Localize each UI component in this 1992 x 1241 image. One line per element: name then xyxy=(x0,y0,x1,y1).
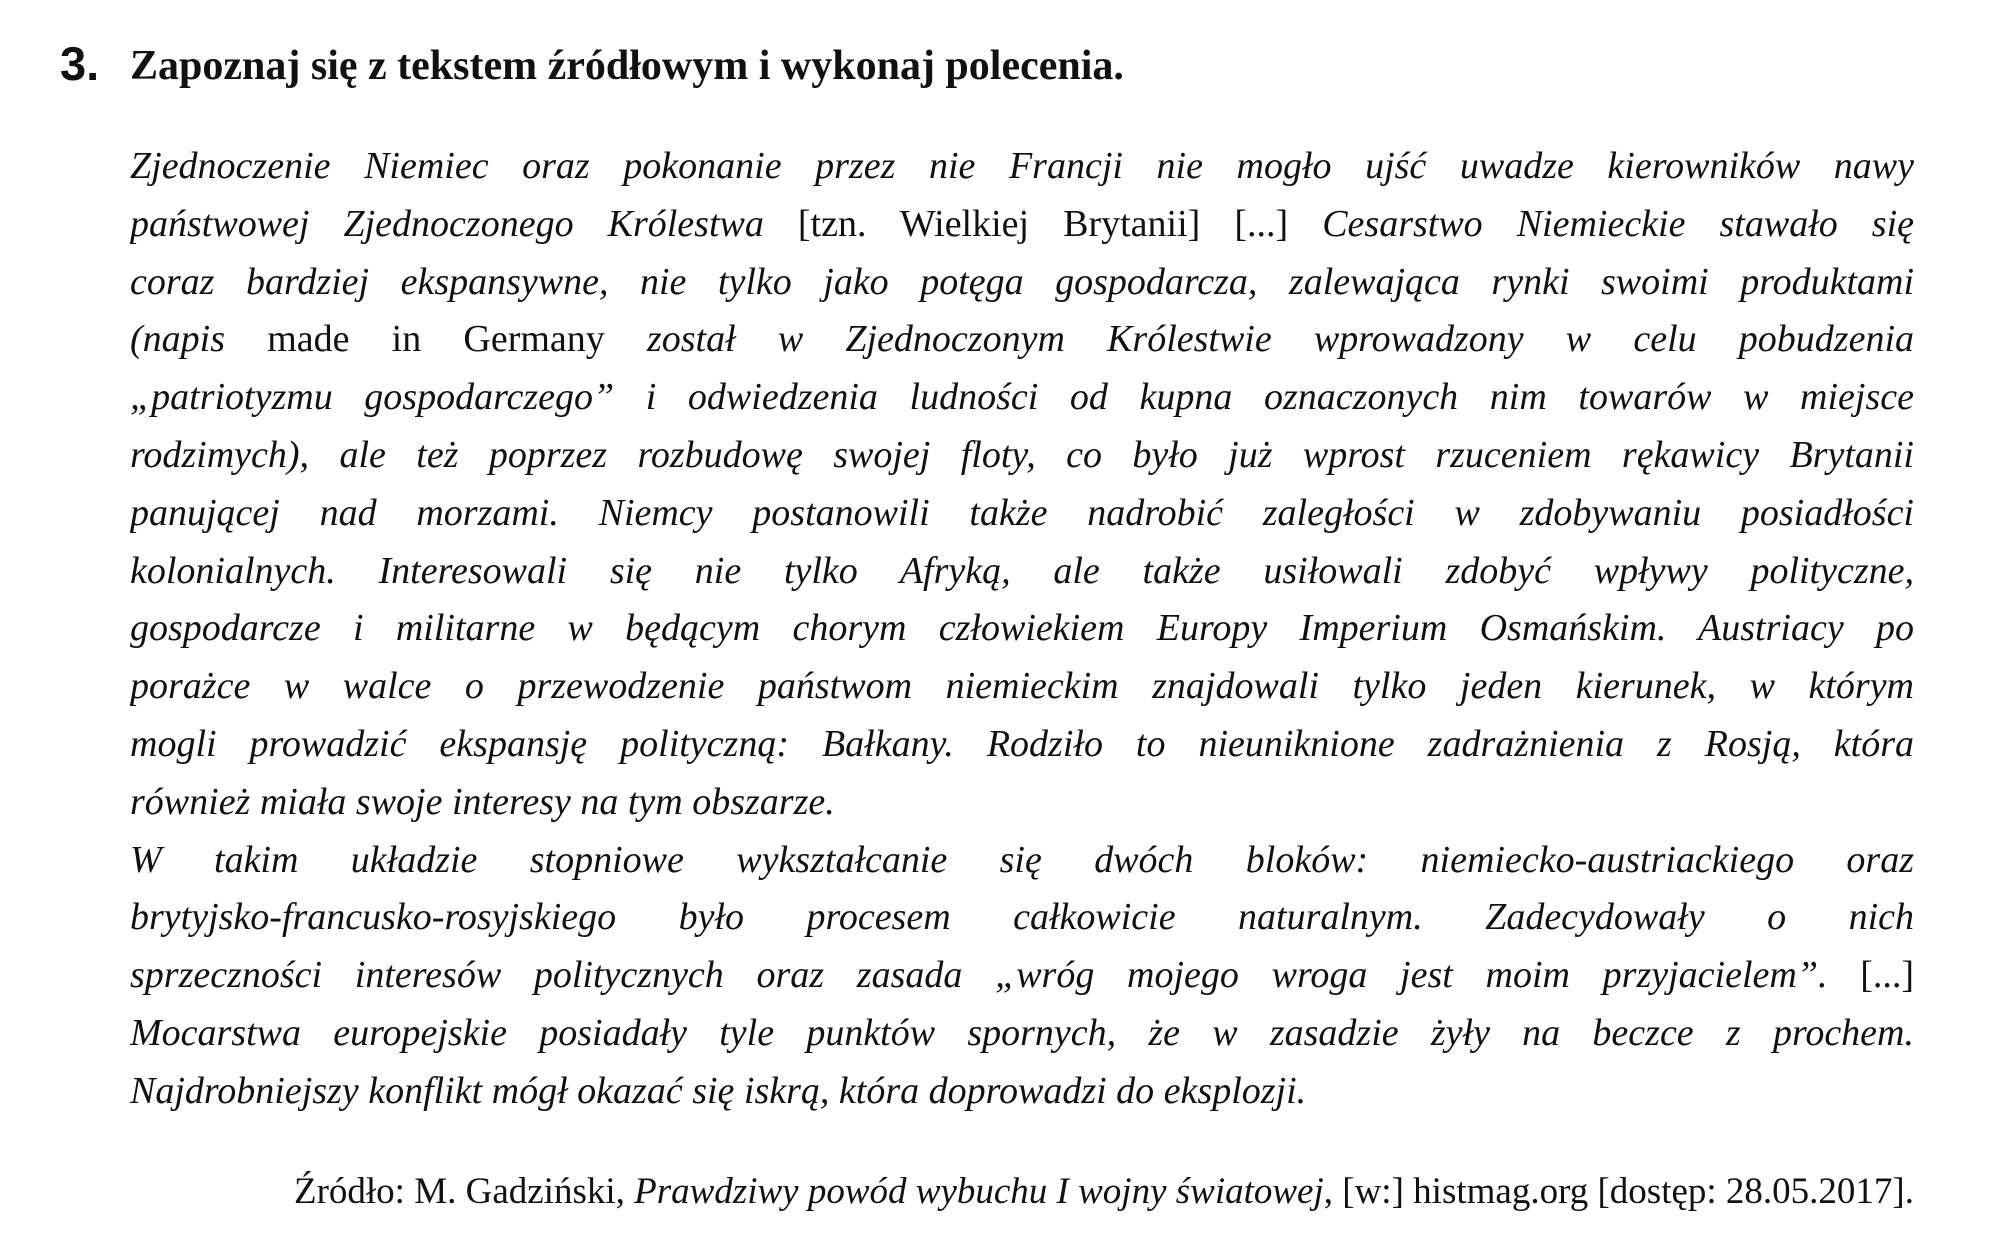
text-line xyxy=(130,658,1914,716)
text-line xyxy=(130,254,1914,312)
text-segment-italic: W takim układzie stopniowe wykształcanie się dwóch bloków: niemiecko-austriackiego oraz xyxy=(130,838,1914,881)
text-line xyxy=(130,543,1914,601)
citation-suffix: , [w:] histmag.org [dostęp: 28.05.2017]. xyxy=(1323,1171,1914,1212)
text-segment-italic: panującej nad morzami. Niemcy postanowili także nadrobić zaległości w zdobywaniu posiadłości xyxy=(130,491,1914,534)
text-segment-italic: gospodarcze i militarne w będącym chorym człowiekiem Europy Imperium Osmańskim. Austriacy po xyxy=(130,607,1914,650)
text-segment-italic: rodzimych), ale też poprzez rozbudowę swojej floty, co było już wprost rzuceniem rękawicy Brytanii xyxy=(130,433,1914,476)
text-segment-italic: „patriotyzmu gospodarczego” i odwiedzenia ludności od kupna oznaczonych nim towarów w miejsce xyxy=(130,376,1914,419)
text-segment-italic: sprzeczności interesów politycznych oraz zasada „wróg mojego wroga jest moim przyjacielem”. xyxy=(130,954,1861,997)
source-text-passage xyxy=(130,138,1914,1121)
text-line xyxy=(130,196,1914,254)
text-line xyxy=(130,774,1914,832)
text-segment-italic: brytyjsko-francusko-rosyjskiego było procesem całkowicie naturalnym. Zadecydowały o nich xyxy=(130,896,1914,939)
task-title: Zapoznaj się z tekstem źródłowym i wykonaj polecenia. xyxy=(130,43,1124,89)
text-segment-italic: Zjednoczenie Niemiec oraz pokonanie przez nie Francji nie mogło ujść uwadze kierowników nawy xyxy=(130,145,1914,187)
text-segment-italic: (napis xyxy=(130,318,268,361)
citation-title: Prawdziwy powód wybuchu I wojny światowej xyxy=(634,1171,1324,1212)
text-segment-italic: państwowej Zjednoczonego Królestwa xyxy=(130,202,798,245)
text-segment-italic: Cesarstwo Niemieckie stawało się xyxy=(1322,202,1914,245)
text-segment-italic: mogli prowadzić ekspansję polityczną: Bałkany. Rodziło to nieuniknione zadrażnienia z Rosją, która xyxy=(130,722,1914,765)
text-line xyxy=(130,369,1914,427)
text-segment-italic: również miała swoje interesy na tym obszarze. xyxy=(130,780,835,823)
text-segment-italic: kolonialnych. Interesowali się nie tylko Afryką, ale także usiłowali zdobyć wpływy polityczne, xyxy=(130,549,1914,592)
text-line xyxy=(130,947,1914,1005)
text-line xyxy=(130,427,1914,485)
text-segment-roman: [...] xyxy=(1860,954,1914,997)
text-line xyxy=(130,1005,1914,1063)
task-header xyxy=(60,34,1920,104)
text-line xyxy=(130,1063,1914,1121)
text-line xyxy=(130,716,1914,774)
task-number: 3. xyxy=(60,37,100,90)
text-segment-italic: porażce w walce o przewodzenie państwom niemieckim znajdowali tylko jeden kierunek, w którym xyxy=(130,665,1914,708)
text-line xyxy=(130,485,1914,543)
text-segment-italic: Mocarstwa europejskie posiadały tyle punktów spornych, że w zasadzie żyły na beczce z prochem. xyxy=(130,1011,1914,1054)
text-line xyxy=(130,600,1914,658)
text-segment-italic: został w Zjednoczonym Królestwie wprowadzony w celu pobudzenia xyxy=(646,318,1914,361)
text-line xyxy=(130,832,1914,890)
text-segment-roman: [tzn. Wielkiej Brytanii] [...] xyxy=(797,202,1323,245)
text-segment-italic: Najdrobniejszy konflikt mógł okazać się iskrą, która doprowadzi do eksplozji. xyxy=(130,1069,1307,1112)
citation-prefix: Źródło: M. Gadziński, xyxy=(293,1171,635,1212)
text-line xyxy=(130,311,1914,369)
text-line xyxy=(130,889,1914,947)
text-segment-italic: coraz bardziej ekspansywne, nie tylko jako potęga gospodarcza, zalewająca rynki swoimi produktami xyxy=(130,260,1914,303)
text-line xyxy=(130,138,1914,196)
text-segment-roman: made in Germany xyxy=(267,318,647,361)
source-citation xyxy=(176,1164,1914,1220)
